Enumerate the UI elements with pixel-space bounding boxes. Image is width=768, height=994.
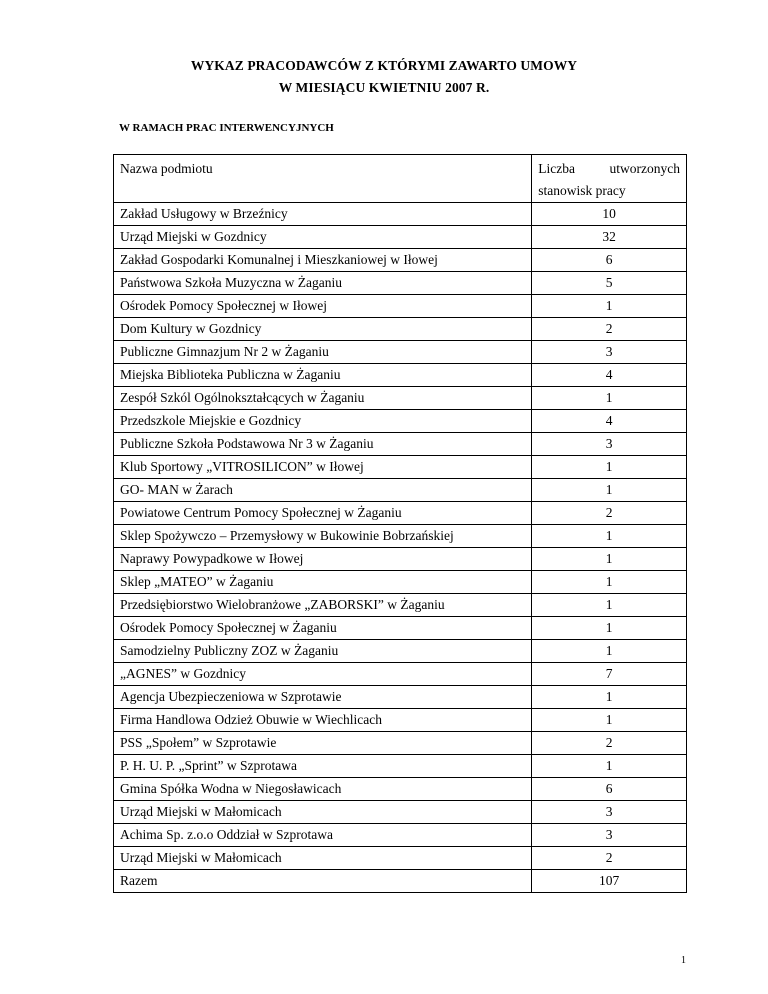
- positions-count-cell: 2: [532, 318, 687, 341]
- table-row: [114, 755, 687, 778]
- table-row: [114, 387, 687, 410]
- employer-name-cell: Naprawy Powypadkowe w Iłowej: [114, 548, 532, 571]
- employer-name-cell: Gmina Spółka Wodna w Niegosławicach: [114, 778, 532, 801]
- document-title-line1: WYKAZ PRACODAWCÓW Z KTÓRYMI ZAWARTO UMOWY: [190, 58, 578, 73]
- table-row: [114, 847, 687, 870]
- total-label-cell: Razem: [114, 870, 532, 893]
- positions-count-cell: 3: [532, 801, 687, 824]
- employer-name-cell: Zakład Usługowy w Brzeźnicy: [114, 203, 532, 226]
- employer-name-cell: Sklep „MATEO” w Żaganiu: [114, 571, 532, 594]
- table-row: [114, 732, 687, 755]
- employer-name-cell: Powiatowe Centrum Pomocy Społecznej w Żaganiu: [114, 502, 532, 525]
- table-row: [114, 364, 687, 387]
- table-row: [114, 456, 687, 479]
- table-row: [114, 318, 687, 341]
- positions-count-cell: 6: [532, 778, 687, 801]
- table-row: [114, 410, 687, 433]
- employer-name-cell: Ośrodek Pomocy Społecznej w Żaganiu: [114, 617, 532, 640]
- table-row: [114, 433, 687, 456]
- employer-name-cell: Publiczne Szkoła Podstawowa Nr 3 w Żaganiu: [114, 433, 532, 456]
- positions-count-cell: 3: [532, 824, 687, 847]
- employer-name-cell: Samodzielny Publiczny ZOZ w Żaganiu: [114, 640, 532, 663]
- employer-name-cell: Publiczne Gimnazjum Nr 2 w Żaganiu: [114, 341, 532, 364]
- positions-count-cell: 1: [532, 594, 687, 617]
- employer-name-cell: Sklep Spożywczo – Przemysłowy w Bukowinie Bobrzańskiej: [114, 525, 532, 548]
- table-row: [114, 617, 687, 640]
- table-row: [114, 479, 687, 502]
- positions-count-cell: 4: [532, 364, 687, 387]
- positions-count-cell: 6: [532, 249, 687, 272]
- table-row: [114, 824, 687, 847]
- positions-count-cell: 1: [532, 456, 687, 479]
- employer-name-cell: Klub Sportowy „VITROSILICON” w Iłowej: [114, 456, 532, 479]
- table-row: [114, 686, 687, 709]
- header-count-line2: stanowisk pracy: [538, 183, 626, 198]
- positions-count-cell: 1: [532, 548, 687, 571]
- positions-count-cell: 1: [532, 387, 687, 410]
- positions-count-cell: 1: [532, 686, 687, 709]
- positions-count-cell: 3: [532, 433, 687, 456]
- positions-count-cell: 32: [532, 226, 687, 249]
- positions-count-cell: 2: [532, 847, 687, 870]
- page-number: 1: [681, 955, 686, 966]
- positions-count-cell: 2: [532, 732, 687, 755]
- table-row: [114, 663, 687, 686]
- positions-count-cell: 10: [532, 203, 687, 226]
- positions-count-cell: 4: [532, 410, 687, 433]
- employer-name-cell: „AGNES” w Gozdnicy: [114, 663, 532, 686]
- employer-name-cell: Firma Handlowa Odzież Obuwie w Wiechlicach: [114, 709, 532, 732]
- table-row: [114, 341, 687, 364]
- table-row: [114, 594, 687, 617]
- table-row: [114, 640, 687, 663]
- employer-name-cell: Ośrodek Pomocy Społecznej w Iłowej: [114, 295, 532, 318]
- employer-name-cell: Urząd Miejski w Gozdnicy: [114, 226, 532, 249]
- positions-count-cell: 1: [532, 571, 687, 594]
- positions-count-cell: 7: [532, 663, 687, 686]
- document-title-line2: W MIESIĄCU KWIETNIU 2007 R.: [278, 80, 490, 95]
- table-row: [114, 203, 687, 226]
- employer-name-cell: Urząd Miejski w Małomicach: [114, 801, 532, 824]
- total-row: [114, 870, 687, 893]
- employer-name-cell: Dom Kultury w Gozdnicy: [114, 318, 532, 341]
- employer-name-cell: PSS „Społem” w Szprotawie: [114, 732, 532, 755]
- header-count-cell: [532, 155, 687, 203]
- table-header-row: [114, 155, 687, 203]
- positions-count-cell: 2: [532, 502, 687, 525]
- employer-name-cell: Zakład Gospodarki Komunalnej i Mieszkaniowej w Iłowej: [114, 249, 532, 272]
- positions-count-cell: 1: [532, 525, 687, 548]
- employer-name-cell: GO- MAN w Żarach: [114, 479, 532, 502]
- employer-name-cell: Zespół Szkól Ogólnokształcących w Żaganiu: [114, 387, 532, 410]
- employer-name-cell: Urząd Miejski w Małomicach: [114, 847, 532, 870]
- employer-name-cell: Achima Sp. z.o.o Oddział w Szprotawa: [114, 824, 532, 847]
- header-count-word2: utworzonych: [609, 161, 680, 176]
- positions-count-cell: 1: [532, 479, 687, 502]
- employer-name-cell: P. H. U. P. „Sprint” w Szprotawa: [114, 755, 532, 778]
- positions-count-cell: 1: [532, 709, 687, 732]
- employer-name-cell: Miejska Biblioteka Publiczna w Żaganiu: [114, 364, 532, 387]
- table-row: [114, 525, 687, 548]
- table-row: [114, 249, 687, 272]
- table-row: [114, 548, 687, 571]
- positions-count-cell: 1: [532, 755, 687, 778]
- table-row: [114, 502, 687, 525]
- positions-count-cell: 1: [532, 617, 687, 640]
- positions-count-cell: 1: [532, 640, 687, 663]
- table-row: [114, 801, 687, 824]
- employers-table: [113, 154, 687, 893]
- table-row: [114, 778, 687, 801]
- positions-count-cell: 3: [532, 341, 687, 364]
- employer-name-cell: Agencja Ubezpieczeniowa w Szprotawie: [114, 686, 532, 709]
- table-row: [114, 295, 687, 318]
- employer-name-cell: Państwowa Szkoła Muzyczna w Żaganiu: [114, 272, 532, 295]
- table-row: [114, 272, 687, 295]
- table-row: [114, 709, 687, 732]
- positions-count-cell: 5: [532, 272, 687, 295]
- table-row: [114, 226, 687, 249]
- employer-name-cell: Przedsiębiorstwo Wielobranżowe „ZABORSKI” w Żaganiu: [114, 594, 532, 617]
- total-value-cell: 107: [532, 870, 687, 893]
- table-row: [114, 571, 687, 594]
- positions-count-cell: 1: [532, 295, 687, 318]
- header-count-word1: Liczba: [538, 161, 575, 176]
- document-subtitle: W RAMACH PRAC INTERWENCYJNYCH: [119, 122, 334, 134]
- header-name-cell: Nazwa podmiotu: [114, 155, 532, 203]
- employer-name-cell: Przedszkole Miejskie e Gozdnicy: [114, 410, 532, 433]
